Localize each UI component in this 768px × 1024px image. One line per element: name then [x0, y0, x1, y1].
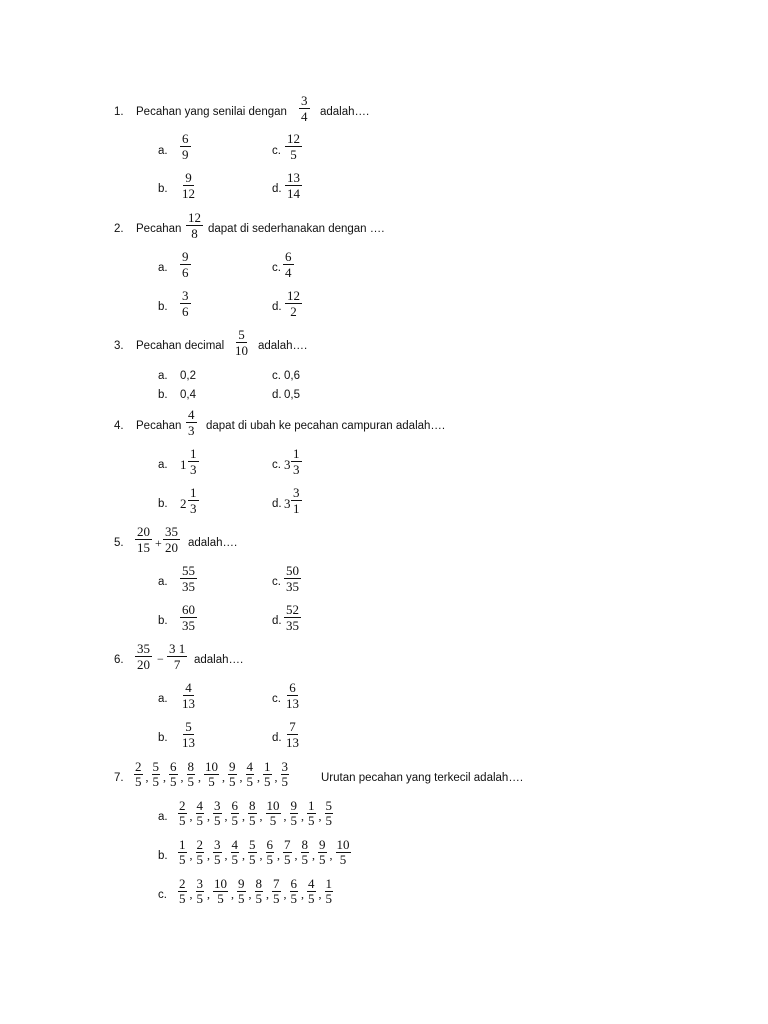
q3-option-b-value[interactable]: 0,4	[180, 389, 196, 401]
sequence-comma: ,	[207, 848, 210, 862]
sequence-comma: ,	[224, 848, 228, 862]
q2-option-d-value[interactable]: $\frac{12}{2}$	[287, 288, 300, 319]
sequence-comma: ,	[248, 887, 252, 901]
sequence-fraction: 3 5	[196, 876, 203, 906]
sequence-fraction: 8 5	[249, 798, 256, 828]
q5-fraction-2: $\frac{35}{20}$	[165, 524, 178, 555]
q6-option-b-label[interactable]: b.	[158, 732, 168, 744]
sequence-comma: ,	[259, 809, 263, 823]
q4-option-d-fraction[interactable]: $\frac{3}{1}$	[293, 485, 300, 516]
q6-fraction-1: $\frac{35}{20}$	[137, 641, 150, 672]
q4-number: 4.	[114, 420, 124, 432]
q4-option-a-label[interactable]: a.	[158, 459, 168, 471]
q7-text-after: Urutan pecahan yang terkecil adalah….	[321, 772, 524, 784]
q7-option-c-label[interactable]: c.	[158, 889, 167, 901]
sequence-comma: ,	[198, 770, 201, 784]
q6-option-a-value[interactable]: $\frac{4}{13}$	[182, 680, 195, 711]
sequence-comma: ,	[301, 887, 304, 901]
q4-text-after: dapat di ubah ke pecahan campuran adalah….	[206, 420, 446, 432]
q6-option-b-value[interactable]: $\frac{5}{13}$	[182, 719, 195, 750]
q4-option-a-fraction[interactable]: $\frac{1}{3}$	[190, 446, 197, 477]
sequence-fraction: 3 5	[214, 798, 221, 828]
sequence-comma: ,	[266, 887, 269, 901]
sequence-comma: ,	[189, 887, 193, 901]
sequence-comma: ,	[259, 848, 263, 862]
sequence-fraction: 2 5	[179, 876, 186, 906]
q2-option-a-value[interactable]: $\frac{9}{6}$	[182, 249, 189, 280]
sequence-fraction: 5 5	[325, 798, 332, 828]
q3-text: Pecahan decimal	[136, 340, 225, 352]
q5-option-a-label[interactable]: a.	[158, 576, 168, 588]
q4-option-b-whole[interactable]: 2	[180, 496, 187, 511]
q5-number: 5.	[114, 537, 124, 549]
sequence-comma: ,	[180, 770, 184, 784]
q3-option-a-label[interactable]: a.	[158, 370, 168, 382]
q7-option-a-sequence[interactable]	[178, 799, 333, 828]
sequence-fraction: 1 5	[179, 837, 186, 867]
q5-option-b-value[interactable]: $\frac{60}{35}$	[182, 602, 195, 633]
q2-option-d-label[interactable]: d.	[272, 301, 282, 313]
q4-option-b-label[interactable]: b.	[158, 498, 168, 510]
q4-option-a-whole[interactable]: 1	[180, 457, 187, 472]
q3-text-after: adalah….	[258, 340, 308, 352]
q2-fraction: $\frac{12}{8}$	[188, 210, 201, 241]
sequence-comma: ,	[257, 770, 260, 784]
q5-text-after: adalah….	[188, 537, 238, 549]
sequence-fraction: 3 5	[281, 759, 288, 789]
q4-option-c-whole[interactable]: 3	[284, 457, 291, 472]
sequence-comma: ,	[189, 809, 193, 823]
q7-option-c-sequence[interactable]	[178, 877, 333, 906]
sequence-fraction: 1 5	[264, 759, 271, 789]
q5-option-c-label[interactable]: c.	[272, 576, 281, 588]
sequence-fraction: 9 5	[229, 759, 236, 789]
q5-option-b-label[interactable]: b.	[158, 615, 168, 627]
q2-option-c-value[interactable]: $\frac{6}{4}$	[285, 249, 292, 280]
sequence-comma: ,	[277, 848, 280, 862]
q6-number: 6.	[114, 654, 124, 666]
q5-option-d-label[interactable]: d.	[272, 615, 282, 627]
sequence-fraction: 10 5	[214, 876, 227, 906]
sequence-comma: ,	[318, 887, 322, 901]
q6-option-d-value[interactable]: $\frac{7}{13}$	[286, 719, 299, 750]
q3-option-c-label[interactable]: c.	[272, 370, 281, 382]
sequence-comma: ,	[239, 770, 243, 784]
q1-option-b-value[interactable]: $\frac{9}{12}$	[182, 170, 195, 201]
sequence-fraction: 2 5	[135, 759, 142, 789]
q5-option-c-value[interactable]: $\frac{50}{35}$	[286, 563, 299, 594]
q7-option-b-sequence[interactable]	[178, 838, 351, 867]
q3-option-c-value[interactable]: 0,6	[284, 370, 300, 382]
q6-option-c-label[interactable]: c.	[272, 693, 281, 705]
q1-option-a-value[interactable]: $\frac{6}{9}$	[182, 131, 189, 162]
sequence-fraction: 6 5	[231, 798, 238, 828]
q2-option-b-label[interactable]: b.	[158, 301, 168, 313]
q5-fraction-1: $\frac{20}{15}$	[137, 524, 150, 555]
sequence-comma: ,	[207, 809, 210, 823]
sequence-comma: ,	[312, 848, 315, 862]
sequence-fraction: 5 5	[152, 759, 159, 789]
q1-option-a-label[interactable]: a.	[158, 145, 168, 157]
q7-number: 7.	[114, 772, 124, 784]
sequence-fraction: 5 5	[249, 837, 256, 867]
sequence-fraction: 8 5	[187, 759, 194, 789]
sequence-fraction: 7 5	[284, 837, 291, 867]
q4-text: Pecahan	[136, 420, 182, 432]
sequence-fraction: 8 5	[255, 876, 262, 906]
q2-text: Pecahan	[136, 223, 182, 235]
q4-option-d-label[interactable]: d.	[272, 498, 282, 510]
sequence-fraction: 10 5	[336, 837, 350, 867]
sequence-fraction: 2 5	[196, 837, 203, 867]
sequence-fraction: 10 5	[205, 759, 218, 789]
sequence-fraction: 4 5	[308, 876, 315, 906]
sequence-fraction: 4 5	[196, 798, 203, 828]
sequence-fraction: 6 5	[290, 876, 297, 906]
q3-option-b-label[interactable]: b.	[158, 389, 168, 401]
sequence-fraction: 7 5	[273, 876, 280, 906]
sequence-fraction: 4 5	[231, 837, 238, 867]
q1-option-d-value[interactable]: $\frac{13}{14}$	[287, 170, 300, 201]
sequence-fraction: 9 5	[319, 837, 326, 867]
q2-option-a-label[interactable]: a.	[158, 262, 168, 274]
q6-option-a-label[interactable]: a.	[158, 693, 168, 705]
q7-option-a-label[interactable]: a.	[158, 811, 168, 823]
sequence-comma: ,	[283, 809, 287, 823]
q6-operator: −	[157, 652, 164, 666]
sequence-fraction: 2 5	[179, 798, 186, 828]
q6-option-c-value[interactable]: $\frac{6}{13}$	[286, 680, 299, 711]
q4-option-d-whole[interactable]: 3	[284, 496, 291, 511]
q7-option-b-label[interactable]: b.	[158, 850, 168, 862]
q6-text-after: adalah….	[194, 654, 244, 666]
q1-option-b-label[interactable]: b.	[158, 183, 168, 195]
sequence-fraction: 9 5	[290, 798, 297, 828]
sequence-fraction: 9 5	[238, 876, 245, 906]
q1-option-c-value[interactable]: $\frac{12}{5}$	[287, 131, 300, 162]
sequence-comma: ,	[222, 770, 225, 784]
q2-text-after: dapat di sederhanakan dengan ….	[208, 223, 385, 235]
sequence-comma: ,	[207, 887, 210, 901]
q4-option-c-fraction[interactable]: $\frac{1}{3}$	[293, 446, 300, 477]
q4-fraction: $\frac{4}{3}$	[188, 407, 195, 438]
q1-fraction: $\frac{3}{4}$	[301, 93, 308, 124]
q3-option-d-label[interactable]: d.	[272, 389, 282, 401]
sequence-fraction: 6 5	[266, 837, 273, 867]
q1-text-after: adalah….	[320, 106, 370, 118]
sequence-fraction: 8 5	[301, 837, 308, 867]
q1-option-c-label[interactable]: c.	[272, 145, 281, 157]
sequence-comma: ,	[242, 848, 245, 862]
sequence-fraction: 3 5	[214, 837, 221, 867]
q1-text: Pecahan yang senilai dengan	[136, 106, 287, 118]
q4-option-b-fraction[interactable]: $\frac{1}{3}$	[190, 485, 197, 516]
q6-fraction-2: $\frac{3 1}{7}$	[169, 641, 186, 672]
q3-fraction: $\frac{5}{10}$	[235, 327, 248, 358]
q1-option-d-label[interactable]: d.	[272, 183, 282, 195]
sequence-fraction: 1 5	[308, 798, 315, 828]
sequence-comma: ,	[274, 770, 278, 784]
sequence-comma: ,	[329, 848, 333, 862]
sequence-comma: ,	[294, 848, 298, 862]
q5-operator: +	[155, 536, 162, 550]
q5-option-a-value[interactable]: $\frac{55}{35}$	[182, 563, 195, 594]
sequence-comma: ,	[189, 848, 193, 862]
sequence-fraction: 6 5	[170, 759, 177, 789]
q3-option-a-value[interactable]: 0,2	[180, 370, 196, 382]
q7-sequence	[134, 760, 289, 789]
sequence-comma: ,	[163, 770, 166, 784]
sequence-comma: ,	[318, 809, 322, 823]
sequence-fraction: 1 5	[325, 876, 332, 906]
sequence-comma: ,	[231, 887, 234, 901]
q2-number: 2.	[114, 223, 124, 235]
sequence-comma: ,	[145, 770, 149, 784]
sequence-comma: ,	[301, 809, 304, 823]
q2-option-b-value[interactable]: $\frac{3}{6}$	[182, 288, 189, 319]
q6-option-d-label[interactable]: d.	[272, 732, 282, 744]
q5-option-d-value[interactable]: $\frac{52}{35}$	[286, 602, 299, 633]
sequence-fraction: 10 5	[266, 798, 280, 828]
q1-number: 1.	[114, 106, 124, 118]
q4-option-c-label[interactable]: c.	[272, 459, 281, 471]
q3-option-d-value[interactable]: 0,5	[284, 389, 300, 401]
sequence-comma: ,	[224, 809, 228, 823]
sequence-comma: ,	[242, 809, 245, 823]
sequence-comma: ,	[283, 887, 287, 901]
sequence-fraction: 4 5	[246, 759, 253, 789]
q2-option-c-label[interactable]: c.	[272, 262, 281, 274]
q3-number: 3.	[114, 340, 124, 352]
